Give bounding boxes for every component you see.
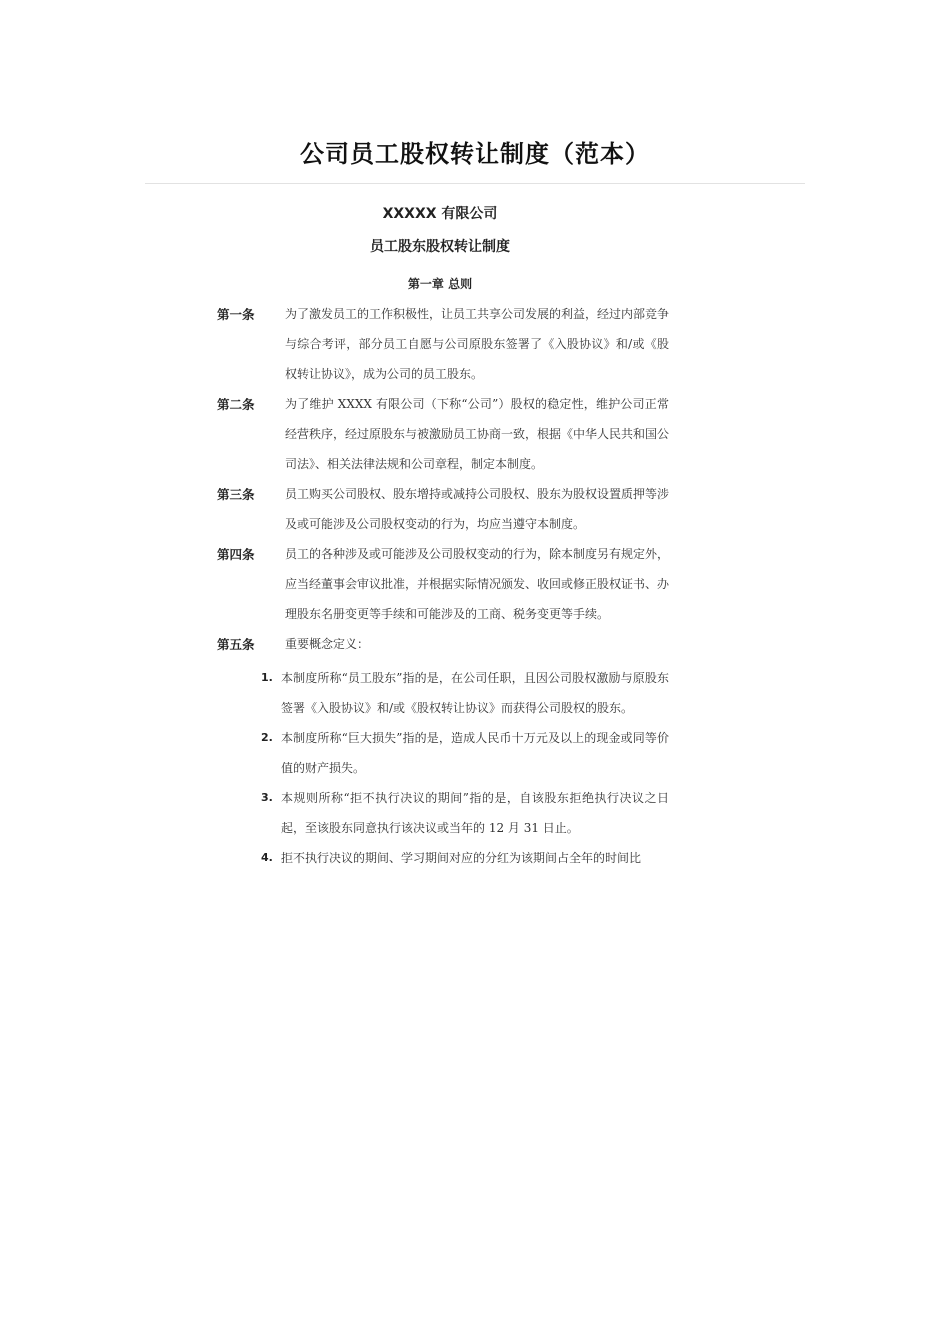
article-1 [200,299,680,389]
list-number: 3. [261,791,273,804]
article-label: 第五条 [217,637,255,652]
list-item [200,783,680,843]
policy-name: 员工股东股权转让制度 [370,239,510,255]
article-text: 重要概念定义： [285,637,370,651]
article-label: 第二条 [217,397,255,412]
article-text: 为了激发员工的工作积极性，让员工共享公司发展的利益，经过内部竞争与综合考评，部分员工自愿与公司原股东签署了《入股协议》和/或《股权转让协议》，成为公司的员工股东。 [285,307,670,381]
list-text: 本制度所称“员工股东”指的是，在公司任职，且因公司股权激励与原股东签署《入股协议》和/或《股权转让协议》而获得公司股权的股东。 [281,671,669,715]
list-text: 拒不执行决议的期间、学习期间对应的分红为该期间占全年的时间比 [281,851,642,865]
article-text: 员工购买公司股权、股东增持或减持公司股权、股东为股权设置质押等涉及或可能涉及公司股权变动的行为，均应当遵守本制度。 [285,487,670,531]
definitions-list [200,663,680,873]
article-label: 第一条 [217,307,255,322]
list-number: 1. [261,671,273,684]
article-text: 为了维护 XXXX 有限公司（下称“公司”）股权的稳定性，维护公司正常经营秩序，经过原股东与被激励员工协商一致，根据《中华人民共和国公司法》、相关法律法规和公司章程，制定本制度。 [285,397,670,471]
article-5 [200,629,680,659]
company-name: XXXXX 有限公司 [382,206,498,222]
title-divider [145,183,805,184]
scanned-document-body [200,195,680,873]
list-text: 本规则所称“拒不执行决议的期间”指的是，自该股东拒绝执行决议之日起，至该股东同意执行该决议或当年的 12 月 31 日止。 [281,791,669,835]
article-label: 第三条 [217,487,255,502]
list-number: 4. [261,851,273,864]
document-title: 公司员工股权转让制度（范本） [300,140,650,168]
chapter-heading: 第一章 总则 [407,277,473,291]
article-text: 员工的各种涉及或可能涉及公司股权变动的行为，除本制度另有规定外，应当经董事会审议批准，并根据实际情况颁发、收回或修正股权证书、办理股东名册变更等手续和可能涉及的工商、税务变更等手续。 [285,547,670,621]
list-text: 本制度所称“巨大损失”指的是，造成人民币十万元及以上的现金或同等价值的财产损失。 [281,731,669,775]
list-item [200,663,680,723]
article-2 [200,389,680,479]
list-item [200,723,680,783]
article-4 [200,539,680,629]
list-item [200,843,680,873]
article-label: 第四条 [217,547,255,562]
article-3 [200,479,680,539]
list-number: 2. [261,731,273,744]
